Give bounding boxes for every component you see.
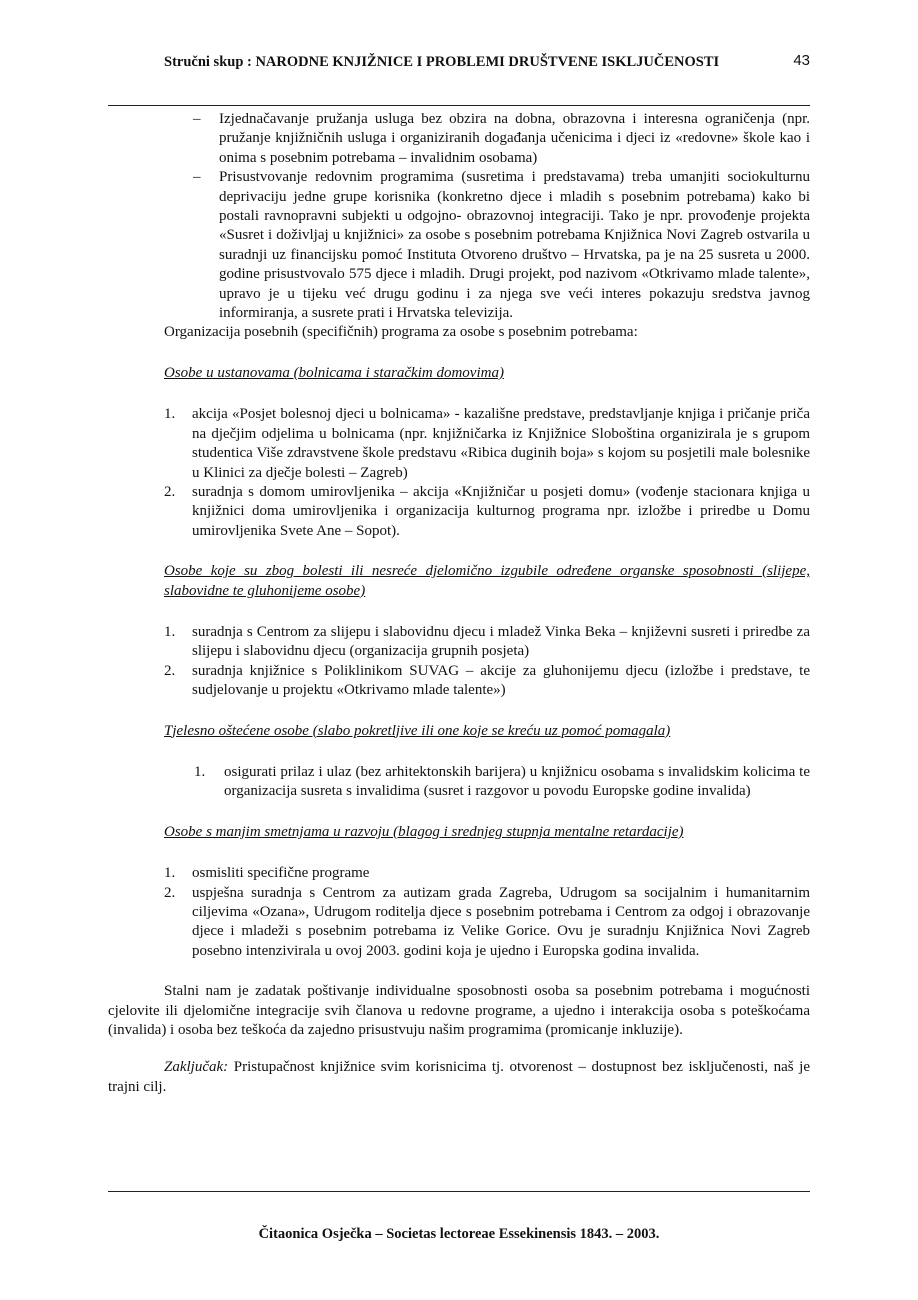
section-heading: Osobe s manjim smetnjama u razvoju (blagog i srednjeg stupnja mentalne retardacije) — [164, 823, 684, 840]
dash-item-text: Prisustvovanje redovnim programima (susretima i predstavama) treba umanjiti sociokulturnu deprivaciju jedne grupe korisnika (konkretno djece i mladih s posebnim potrebama) kako bi postali ravnopravni subjekti u odgojno- obrazovnoj integraciji. Tako je npr. provođenje projekta «Susret i doživljaj u knjižnici» za osobe s posebnim potrebama Knjižnica Novi Zagreb ostvarila u suradnji uz financijsku pomoć Instituta Otvoreno društvo – Hrvatska, pa je na 25 susreta u 2000. godine prisustvovalo 575 djece i mladih. Drugi projekt, pod nazivom «Otkrivamo mlade talente», upravo je u tijeku već drugu godinu i za njega sve veći interes pokazuju sredstva javnog informiranja, a susrete prati i Hrvatska televizija. — [219, 169, 810, 322]
section-heading: Osobe u ustanovama (bolnicama i staračkim domovima) — [164, 364, 504, 381]
list-item — [108, 864, 810, 883]
list-item — [108, 662, 810, 701]
item-text: suradnja knjižnice s Poliklinikom SUVAG – akcije za gluhonijemu djecu (izložbe i predstave, te sudjelovanje u projektu «Otkrivamo mlade talente») — [192, 662, 810, 699]
item-text: osigurati prilaz i ulaz (bez arhitektonskih barijera) u knjižnicu osobama s invalidskim kolicima te organizacija susreta s invalidima (susret i razgovor u povodu Europske godine invalida) — [224, 763, 810, 800]
dash-bullet: – — [193, 111, 201, 127]
item-number: 1. — [194, 763, 206, 780]
list-item — [108, 763, 810, 802]
list-item — [108, 405, 810, 483]
item-number: 1. — [164, 623, 176, 640]
closing-paragraph: Stalni nam je zadatak poštivanje individualne sposobnosti osoba sa posebnim potrebama i mogućnosti cjelovite ili djelomične integracije svih članova u redovne programe, a ujedno i interakcija osoba s poteškoćama (invalida) i osoba bez teškoća da zajedno prisustvuju našim programima (promicanje inkluzije). — [108, 983, 810, 1039]
page-number: 43 — [793, 52, 810, 69]
list-item — [108, 483, 810, 541]
item-text: akcija «Posjet bolesnoj djeci u bolnicama» - kazališne predstave, predstavljanje knjiga i pričanje priča na dječjim odjelima u bolnicama (npr. knjižničarka iz Knjižnice Sloboština organizirala je s grupom studentica Više zdravstvene škole predstavu «Ribica duginih boja» s kojom su posjetili male bolesnike u Klinici za dječje bolesti – Zagreb) — [192, 406, 810, 481]
item-number: 2. — [164, 662, 176, 679]
numbered-list — [108, 864, 810, 961]
list-item — [108, 623, 810, 662]
item-number: 2. — [164, 884, 176, 901]
dash-list-item — [108, 168, 810, 323]
dash-list — [108, 110, 810, 323]
item-text: uspješna suradnja s Centrom za autizam grada Zagreba, Udrugom sa socijalnim i humanitarnim ciljevima «Ozana», Udrugom roditelja djece s posebnim potrebama i Centrom za odgoj i obrazovanje djece i mladeži s posebnim potrebama iz Velike Gorice. Ovu je suradnju Knjižnica Novi Zagreb posebno intenzivirala u ovoj 2003. godini koja je ujedno i Europska godina invalida. — [192, 884, 810, 959]
item-number: 1. — [164, 865, 176, 882]
item-text: suradnja s Centrom za slijepu i slabovidnu djecu i mladež Vinka Beka – književni susreti i priredbe za slijepu i slabovidnu djecu (organizacija grupnih posjeta) — [192, 623, 810, 660]
item-number: 2. — [164, 483, 176, 500]
conclusion-paragraph — [108, 1058, 810, 1097]
body-content — [108, 110, 810, 1097]
conclusion-text: Pristupačnost knjižnice svim korisnicima tj. otvorenost – dostupnost bez isključenosti, naš je trajni cilj. — [108, 1059, 810, 1095]
numbered-list — [108, 623, 810, 701]
item-number: 1. — [164, 406, 176, 423]
header-rule — [108, 105, 810, 106]
footer-rule — [108, 1191, 810, 1192]
dash-item-text: Izjednačavanje pružanja usluga bez obzira na dobna, obrazovna i interesna ograničenja (npr. pružanje knjižničnih usluga i organiziranih događanja učenicima i djeci iz «redovne» škole kao i onima s posebnim potrebama – invalidnim osobama) — [219, 111, 810, 166]
running-footer: Čitaonica Osječka – Societas lectoreae Essekinensis 1843. – 2003. — [258, 1226, 660, 1242]
running-header — [108, 52, 810, 78]
item-text: suradnja s domom umirovljenika – akcija «Knjižničar u posjeti domu» (vođenje stacionara knjiga u knjižnici doma umirovljenika i organizacija kulturnog programa npr. izložbe i priredbe u Domu umirovljenika Svete Ane – Sopot). — [192, 483, 810, 539]
section-heading: Tjelesno oštećene osobe (slabo pokretljive ili one koje se kreću uz pomoć pomagala) — [164, 722, 671, 739]
numbered-list — [108, 763, 810, 802]
conclusion-label: Zaključak: — [164, 1059, 229, 1076]
programs-intro: Organizacija posebnih (specifičnih) programa za osobe s posebnim potrebama: — [164, 324, 638, 341]
list-item — [108, 884, 810, 962]
section-heading: Osobe koje su zbog bolesti ili nesreće djelomično izgubile određene organske sposobnosti (slijepe, slabovidne te gluhonijeme osobe) — [164, 563, 810, 599]
dash-list-item — [108, 110, 810, 168]
item-text: osmisliti specifične programe — [192, 865, 370, 882]
dash-bullet: – — [193, 169, 201, 186]
numbered-list — [108, 405, 810, 541]
header-title: Stručni skup : NARODNE KNJIŽNICE I PROBLEMI DRUŠTVENE ISKLJUČENOSTI — [164, 54, 720, 70]
